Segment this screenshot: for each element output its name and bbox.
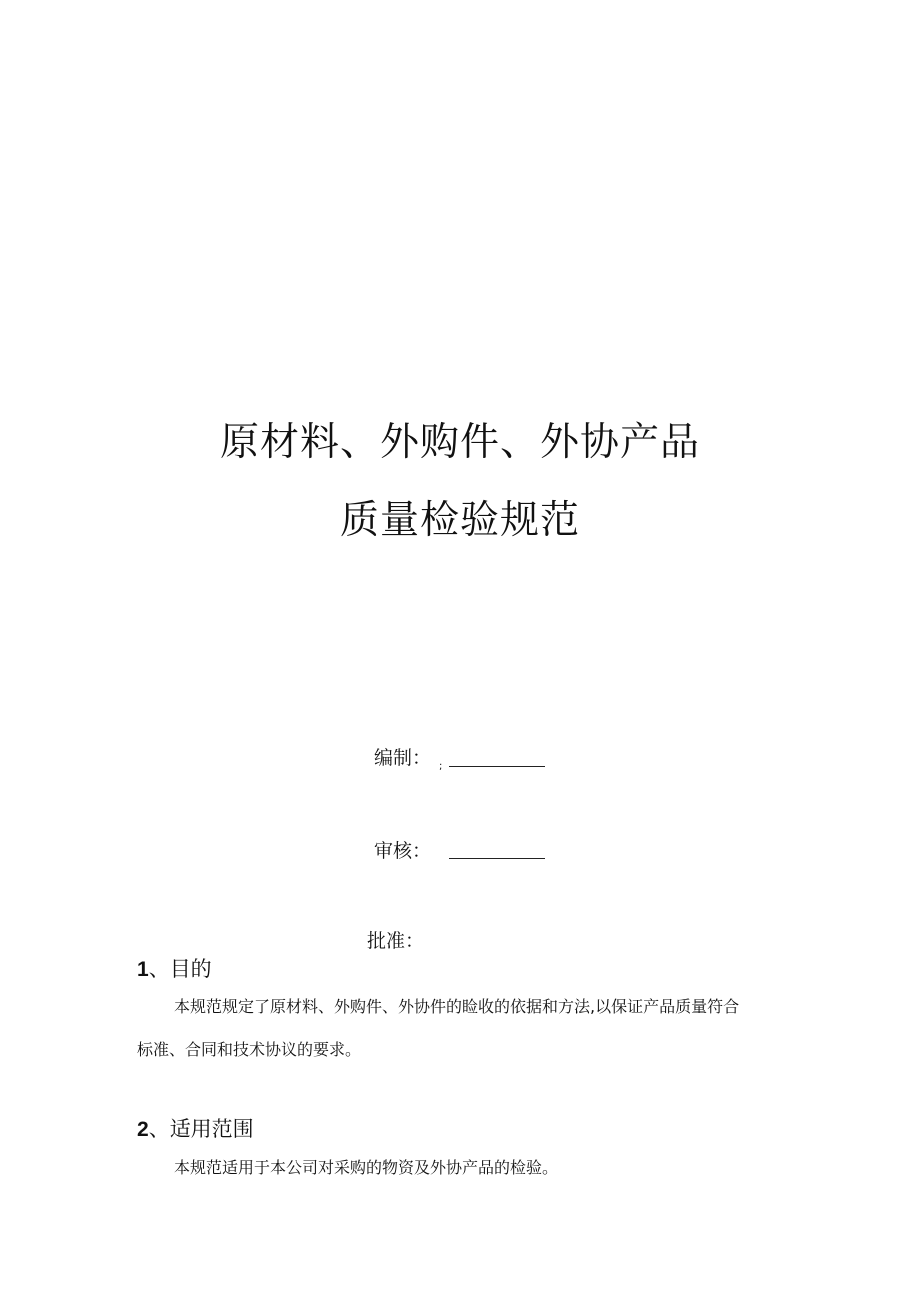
prepared-by-mark: ;	[439, 761, 443, 772]
section-1-number: 1	[137, 958, 149, 981]
section-1-paragraph-line-2: 标准、合同和技术协议的要求。	[137, 1040, 362, 1059]
section-2-number: 2	[137, 1118, 149, 1141]
approved-by-label: 批准：	[367, 930, 425, 952]
reviewed-by-signature-line	[449, 858, 545, 859]
section-1-title: 目的	[169, 957, 212, 981]
section-1-heading	[137, 955, 212, 984]
section-2-title: 适用范围	[169, 1117, 254, 1141]
section-1-paragraph-line-1: 本规范规定了原材料、外购件、外协件的睑收的依据和方法,以保证产品质量符合	[174, 997, 740, 1016]
section-2-separator: 、	[148, 1117, 170, 1141]
document-title-line-1: 原材料、外购件、外协产品	[219, 420, 700, 465]
prepared-by-label: 编制：	[374, 747, 432, 769]
prepared-by-signature-line	[449, 766, 545, 767]
section-2-heading	[137, 1115, 254, 1144]
reviewed-by-label: 审核：	[374, 840, 432, 862]
section-2-paragraph-line-1: 本规范适用于本公司对采购的物资及外协产品的检验。	[174, 1158, 559, 1177]
section-1-separator: 、	[148, 957, 170, 981]
document-title-line-2: 质量检验规范	[339, 498, 580, 543]
